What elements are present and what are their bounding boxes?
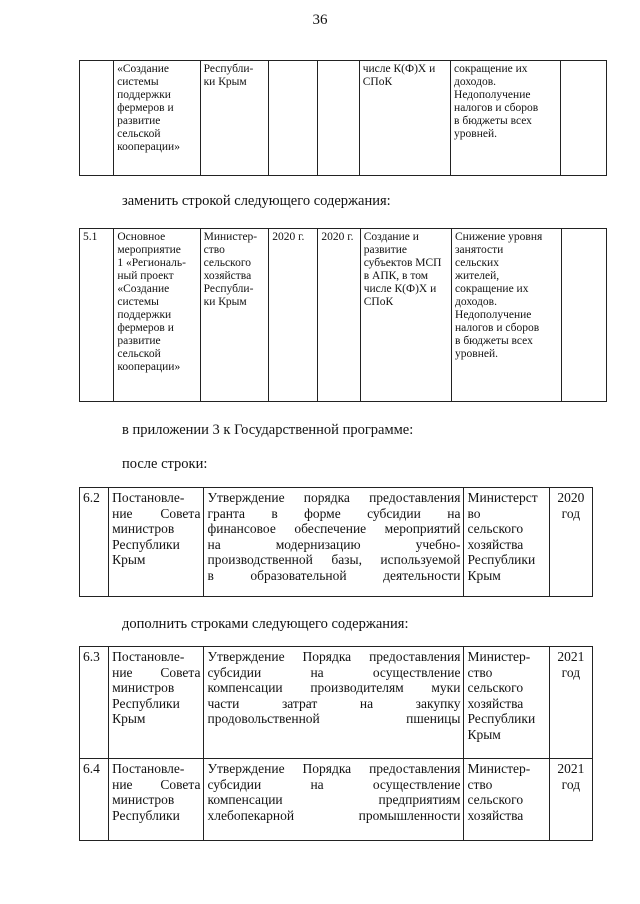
cell-line: ние Совета	[112, 664, 201, 680]
cell-end	[317, 61, 359, 176]
cell-line: Республики	[112, 536, 180, 552]
paragraph-after-row: после строки:	[122, 456, 208, 472]
cell-line: числе К(Ф)Х и	[362, 63, 436, 75]
cell-line: 2021	[557, 649, 585, 664]
cell-line: в образовательной деятельности	[207, 567, 461, 583]
cell-line: гранта в форме субсидии на	[207, 505, 461, 521]
cell-line: поддержки	[117, 89, 171, 101]
cell-executor	[200, 229, 269, 402]
cell-result	[360, 229, 451, 402]
table-row	[80, 488, 593, 597]
cell-line: в АПК, в том	[363, 270, 429, 282]
cell-line: «Создание	[117, 283, 170, 295]
cell-line: развитие	[117, 115, 161, 127]
cell-line: хозяйства	[467, 536, 524, 552]
cell-line: продовольственной пшеницы	[207, 711, 461, 726]
cell-line: Утверждение порядка предоставления	[207, 490, 461, 505]
cell-line: хозяйства	[203, 270, 252, 282]
cell-line: доходов.	[454, 76, 496, 88]
cell-line: Основное	[117, 231, 166, 243]
cell-line: сельского	[467, 680, 524, 695]
cell-line: 2020	[557, 490, 585, 505]
table-replacement-row	[79, 228, 607, 402]
cell-line: министров	[112, 680, 175, 695]
cell-line: Недополучение	[455, 309, 532, 321]
cell-line: развитие	[117, 335, 161, 347]
cell-line: Утверждение Порядка предоставления	[207, 761, 461, 776]
cell-line: ство	[203, 244, 225, 256]
cell-line: хлебопекарной промышленности	[207, 807, 461, 823]
cell-line: год	[561, 776, 581, 792]
cell-link	[561, 229, 606, 402]
cell-line: Министерст	[467, 490, 538, 505]
cell-line: ки Крым	[203, 76, 247, 88]
paragraph-appendix: в приложении 3 к Государственной программе:	[122, 422, 414, 438]
cell-line: Создание и	[363, 231, 419, 243]
cell-line: Министер-	[467, 761, 531, 776]
cell-num: 6.3	[80, 647, 109, 759]
cell-line: Постановле-	[112, 490, 185, 505]
cell-line: системы	[117, 296, 159, 308]
cell-line: год	[561, 505, 581, 521]
cell-line: субсидии на осуществление	[207, 776, 461, 792]
cell-line: сокращение их	[455, 283, 529, 295]
table-row	[80, 61, 607, 176]
cell-line: Республики	[467, 552, 536, 567]
cell-term	[549, 759, 592, 841]
cell-line: Постановле-	[112, 761, 185, 776]
cell-line: субъектов МСП	[363, 257, 442, 269]
cell-line: 1 «Региональ-	[117, 257, 186, 269]
cell-responsible	[464, 759, 549, 841]
cell-line: производственной базы, используемой	[207, 552, 461, 567]
cell-act	[109, 759, 204, 841]
cell-line: части затрат на закупку	[207, 695, 461, 711]
cell-line: хозяйства	[467, 695, 524, 711]
cell-line: ки Крым	[203, 296, 247, 308]
cell-line: мероприятие	[117, 244, 181, 256]
cell-line: сельских	[455, 257, 499, 269]
cell-line: Снижение уровня	[455, 231, 543, 243]
cell-line: Республи-	[203, 63, 254, 75]
cell-link	[561, 61, 607, 176]
cell-consequences	[452, 229, 562, 402]
cell-responsible	[464, 488, 549, 597]
cell-line: занятости	[455, 244, 504, 256]
cell-start: 2020 г.	[269, 229, 318, 402]
cell-line: Недополучение	[454, 89, 531, 101]
table-new-rows	[79, 646, 593, 841]
cell-name	[114, 229, 200, 402]
cell-line: «Создание	[117, 63, 169, 75]
cell-content	[204, 759, 464, 841]
cell-content	[204, 488, 464, 597]
cell-act	[109, 488, 204, 597]
cell-line: хозяйства	[467, 807, 524, 823]
cell-line: Крым	[467, 726, 501, 742]
cell-line: Постановле-	[112, 649, 185, 664]
cell-executor	[200, 61, 269, 176]
cell-line: Республики	[112, 695, 180, 711]
cell-num: 5.1	[80, 229, 114, 402]
cell-line: министров	[112, 792, 175, 807]
cell-line: Республики	[467, 711, 536, 726]
cell-line: Крым	[112, 552, 146, 567]
cell-line: сокращение их	[454, 63, 528, 75]
cell-line: СПоК	[362, 76, 393, 88]
cell-line: ние Совета	[112, 505, 201, 521]
cell-line: министров	[112, 521, 175, 536]
cell-line: год	[561, 664, 581, 680]
cell-line: Республи-	[203, 283, 254, 295]
cell-name	[114, 61, 200, 176]
paragraph-add-rows: дополнить строками следующего содержания:	[122, 616, 409, 632]
cell-num: 6.2	[80, 488, 109, 597]
cell-line: уровней.	[455, 348, 498, 360]
cell-responsible	[464, 647, 549, 759]
cell-line: доходов.	[455, 296, 497, 308]
cell-line: жителей,	[455, 270, 500, 282]
cell-line: налогов и сборов	[455, 322, 540, 334]
cell-line: ние Совета	[112, 776, 201, 792]
cell-line: СПоК	[363, 296, 394, 308]
cell-line: кооперации»	[117, 141, 180, 153]
cell-act	[109, 647, 204, 759]
table-row	[80, 759, 593, 841]
cell-num: 6.4	[80, 759, 109, 841]
cell-line: 2021	[557, 761, 585, 776]
cell-line: Крым	[112, 711, 146, 726]
cell-line: компенсации предприятиям	[207, 792, 461, 807]
table-row	[80, 229, 607, 402]
cell-content	[204, 647, 464, 759]
table-after-row	[79, 487, 593, 597]
cell-line: финансовое обеспечение мероприятий	[207, 521, 461, 536]
cell-consequences	[451, 61, 561, 176]
cell-num	[80, 61, 114, 176]
cell-line: Министер-	[203, 231, 258, 243]
cell-line: Утверждение Порядка предоставления	[207, 649, 461, 664]
cell-line: Республики	[112, 807, 180, 823]
cell-start	[269, 61, 318, 176]
cell-line: поддержки	[117, 309, 172, 321]
cell-line: ство	[467, 776, 493, 792]
cell-term	[549, 647, 592, 759]
cell-line: сельского	[467, 521, 524, 536]
cell-line: уровней.	[454, 128, 498, 140]
cell-line: фермеров и	[117, 102, 174, 114]
cell-line: субсидии на осуществление	[207, 664, 461, 680]
cell-line: сельской	[117, 348, 161, 360]
cell-line: компенсации производителям муки	[207, 680, 461, 695]
table-row	[80, 647, 593, 759]
cell-line: сельского	[203, 257, 251, 269]
cell-line: сельского	[467, 792, 524, 807]
cell-line: Министер-	[467, 649, 531, 664]
cell-line: в бюджеты всех	[455, 335, 533, 347]
cell-line: развитие	[363, 244, 407, 256]
cell-line: Крым	[467, 567, 501, 583]
cell-line: числе К(Ф)Х и	[363, 283, 437, 295]
cell-line: ный проект	[117, 270, 174, 282]
cell-line: на модернизацию учебно-	[207, 536, 461, 552]
cell-line: системы	[117, 76, 159, 88]
cell-result	[359, 61, 450, 176]
cell-term	[549, 488, 592, 597]
cell-line: в бюджеты всех	[454, 115, 532, 127]
paragraph-replace: заменить строкой следующего содержания:	[122, 193, 391, 209]
cell-line: кооперации»	[117, 361, 181, 373]
cell-line: во	[467, 505, 481, 521]
cell-line: ство	[467, 664, 493, 680]
cell-line: сельской	[117, 128, 161, 140]
cell-line: налогов и сборов	[454, 102, 539, 114]
table-continued-row	[79, 60, 607, 176]
cell-end: 2020 г.	[318, 229, 360, 402]
cell-line: фермеров и	[117, 322, 174, 334]
page-number: 36	[312, 12, 328, 28]
